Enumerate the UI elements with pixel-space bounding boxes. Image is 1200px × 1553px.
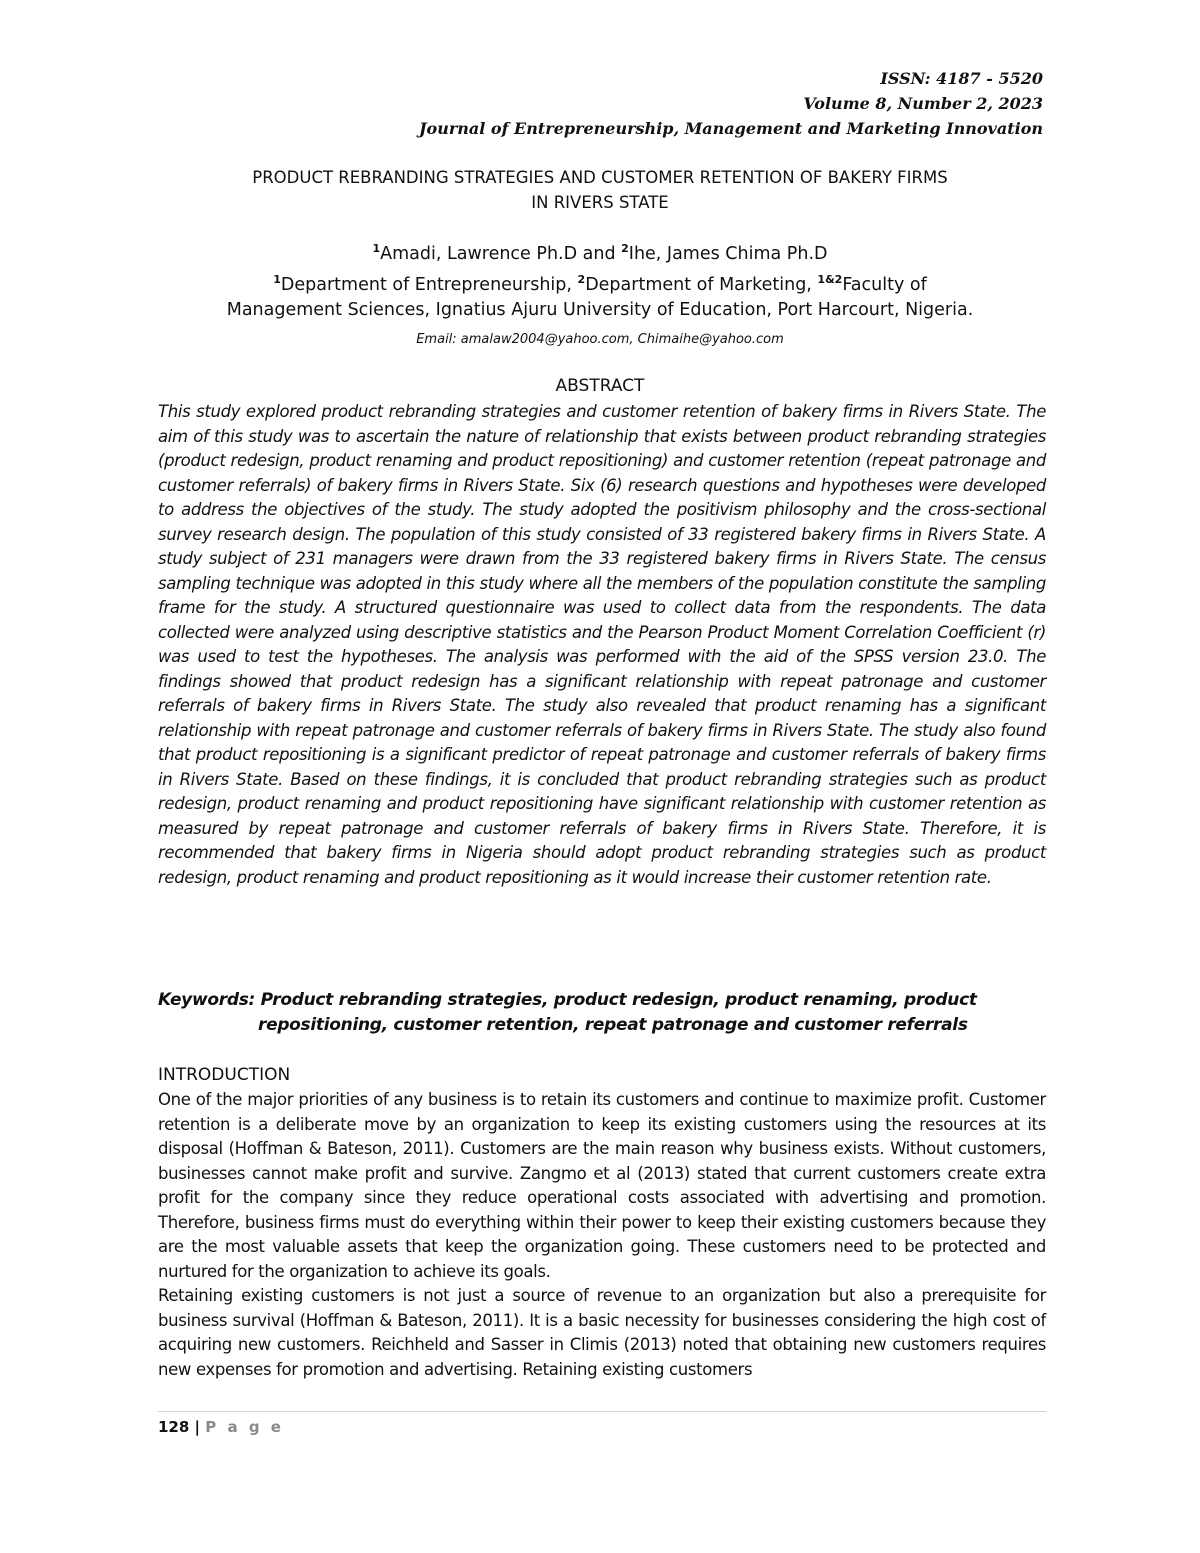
page-number: 128	[158, 1418, 190, 1436]
paper-title	[150, 165, 1050, 215]
dept-1: Department of Entrepreneurship,	[280, 274, 578, 295]
author-emails: Email: amalaw2004@yahoo.com, Chimaihe@yahoo.com	[416, 332, 784, 347]
footer-separator: |	[194, 1418, 201, 1436]
affiliation-line-1	[130, 267, 1070, 298]
keywords	[158, 988, 1046, 1038]
page-word: P a g e	[205, 1418, 284, 1436]
abstract-text: This study explored product rebranding strategies and customer retention of bakery firms in Rivers State. The aim of this study was to ascertain the nature of relationship that exists between product rebranding strategies (product redesign, product renaming and product repositioning) and customer retention (repeat patronage and customer referrals) of bakery firms in Rivers State. Six (6) research questions and hypotheses were developed to address the objectives of the study. The study adopted the positivism philosophy and the cross-sectional survey research design. The population of this study consisted of 33 registered bakery firms in Rivers State. A study subject of 231 managers were drawn from the 33 registered bakery firms in Rivers State. The census sampling technique was adopted in this study where all the members of the population constitute the sampling frame for the study. A structured questionnaire was used to collect data from the respondents. The data collected were analyzed using descriptive statistics and the Pearson Product Moment Correlation Coefficient (r) was used to test the hypotheses. The analysis was performed with the aid of the SPSS version 23.0. The findings showed that product redesign has a significant relationship with repeat patronage and customer referrals of bakery firms in Rivers State. The study also revealed that product renaming has a significant relationship with repeat patronage and customer referrals of bakery firms in Rivers State. The study also found that product repositioning is a significant predictor of repeat patronage and customer referrals of bakery firms in Rivers State. Based on these findings, it is concluded that product rebranding strategies such as product redesign, product renaming and product repositioning have significant relationship with customer retention as measured by repeat patronage and customer referrals of bakery firms in Rivers State. Therefore, it is recommended that bakery firms in Nigeria should adopt product rebranding strategies such as product redesign, product renaming and product repositioning as it would increase their customer retention rate.	[158, 402, 1046, 887]
keywords-line-1: Keywords: Product rebranding strategies, product redesign, product renaming, product	[158, 990, 977, 1010]
title-line-2: IN RIVERS STATE	[531, 193, 669, 212]
authors-block	[130, 236, 1070, 323]
faculty: Faculty of	[842, 274, 927, 295]
author-1: Amadi, Lawrence Ph.D and	[380, 243, 622, 264]
introduction-paragraph-2: Retaining existing customers is not just a source of revenue to an organization but also a prerequisite for business survival (Hoffman & Bateson, 2011). It is a basic necessity for businesses considering the high cost of acquiring new customers. Reichheld and Sasser in Climis (2013) noted that obtaining new customers requires new expenses for promotion and advertising. Retaining existing customers	[158, 1286, 1046, 1379]
dept-2: Department of Marketing,	[585, 274, 818, 295]
volume-number: Volume 8, Number 2, 2023	[803, 94, 1043, 113]
affiliation-line-2: Management Sciences, Ignatius Ajuru University of Education, Port Harcourt, Nigeria.	[226, 299, 974, 320]
author-sup-2: 2	[621, 242, 629, 255]
journal-header	[419, 66, 1043, 141]
introduction-paragraph-1: One of the major priorities of any business is to retain its customers and continue to maximize profit. Customer retention is a deliberate move by an organization to keep its existing customers using the resources at its disposal (Hoffman & Bateson, 2011). Customers are the main reason why business exists. Without customers, businesses cannot make profit and survive. Zangmo et al (2013) stated that current customers create extra profit for the company since they reduce operational costs associated with advertising and promotion. Therefore, business firms must do everything within their power to keep their existing customers because they are the most valuable assets that keep the organization going. These customers need to be protected and nurtured for the organization to achieve its goals.	[158, 1090, 1046, 1281]
dept-sup-1: 1	[273, 272, 281, 286]
journal-name: Journal of Entrepreneurship, Management and Marketing Innovation	[418, 119, 1043, 138]
introduction-body	[158, 1088, 1046, 1382]
issn: ISSN: 4187 - 5520	[880, 69, 1043, 88]
dept-sup-2: 2	[577, 272, 586, 286]
keywords-line-2: repositioning, customer retention, repeat patronage and customer referrals	[258, 1015, 968, 1035]
faculty-sup: 1&2	[817, 272, 843, 286]
author-names	[130, 236, 1070, 267]
title-line-1: PRODUCT REBRANDING STRATEGIES AND CUSTOMER RETENTION OF BAKERY FIRMS	[252, 168, 948, 187]
introduction-heading: INTRODUCTION	[158, 1065, 291, 1085]
footer-divider	[158, 1411, 1046, 1412]
author-2: Ihe, James Chima Ph.D	[628, 243, 828, 264]
author-sup-1: 1	[372, 242, 381, 255]
abstract-heading: ABSTRACT	[555, 376, 645, 396]
page-footer	[158, 1416, 284, 1438]
